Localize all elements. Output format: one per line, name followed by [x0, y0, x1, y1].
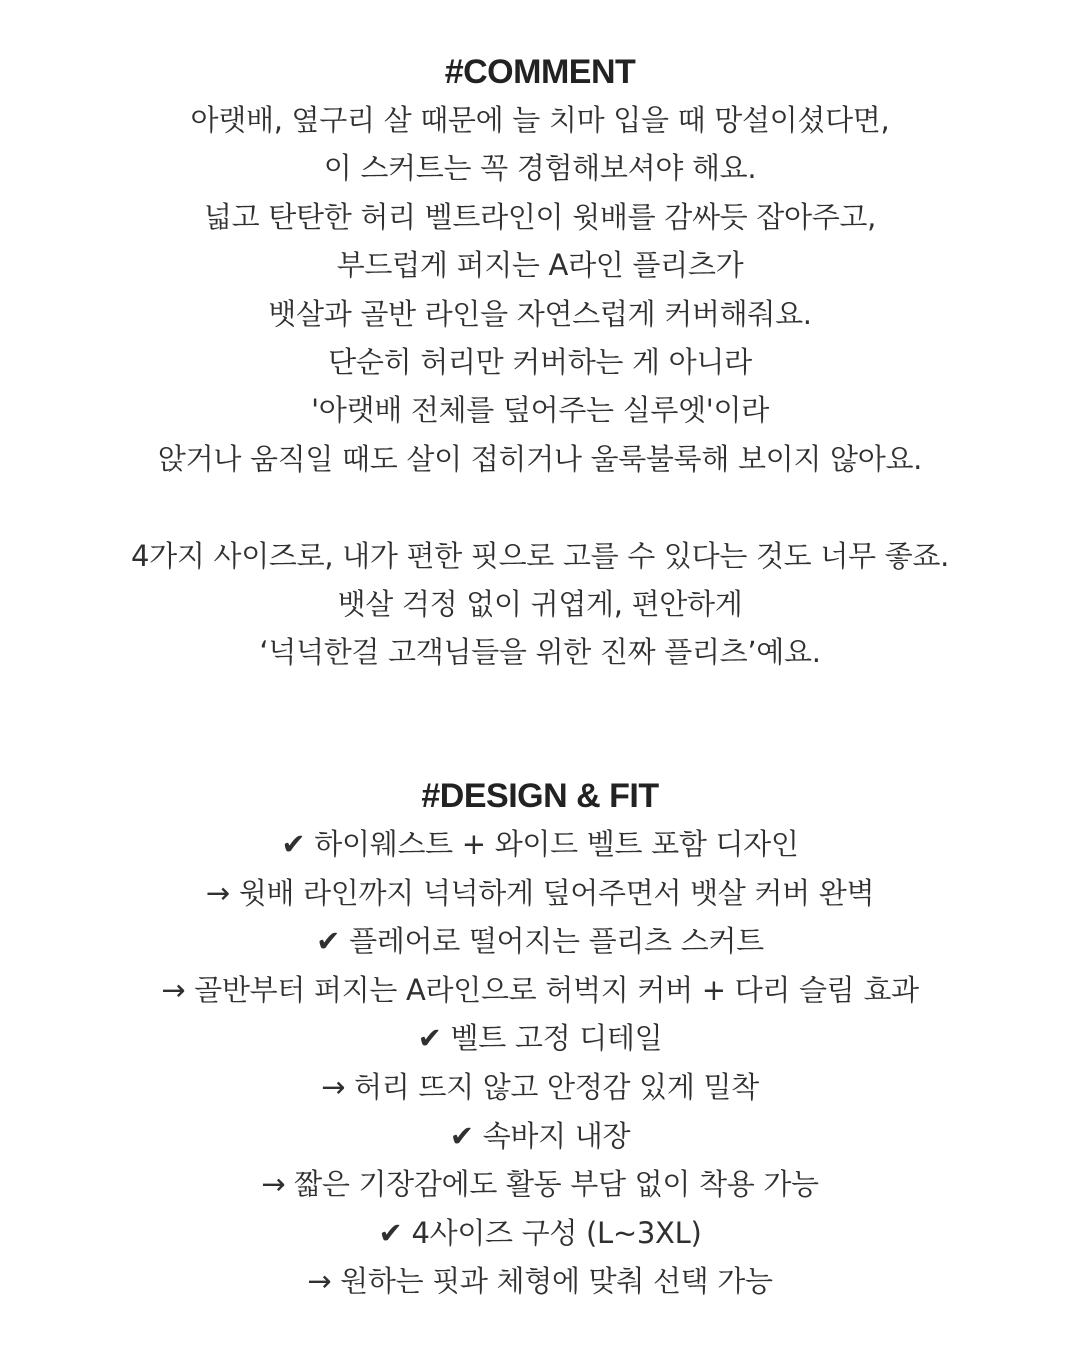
- design-fit-list: [0, 820, 1080, 1306]
- comment-line: 뱃살과 골반 라인을 자연스럽게 커버해줘요.: [268, 296, 812, 331]
- feature-line: ✔ 벨트 고정 디테일: [417, 1021, 663, 1056]
- paragraph-spacer: [0, 483, 1080, 531]
- feature-detail-line: → 윗배 라인까지 넉넉하게 덮어주면서 뱃살 커버 완벽: [205, 875, 875, 910]
- feature-detail-line: → 원하는 핏과 체형에 맞춰 선택 가능: [307, 1264, 773, 1299]
- comment-line: 아랫배, 옆구리 살 때문에 늘 치마 입을 때 망설이셨다면,: [190, 103, 890, 137]
- feature-detail-line: → 허리 뜨지 않고 안정감 있게 밀착: [321, 1069, 759, 1104]
- feature-line: ✔ 속바지 내장: [449, 1118, 631, 1153]
- comment-line: 넓고 탄탄한 허리 벨트라인이 윗배를 감싸듯 잡아주고,: [203, 199, 877, 234]
- comment-paragraph-1: [0, 96, 1080, 483]
- comment-line: 뱃살 걱정 없이 귀엽게, 편안하게: [337, 586, 743, 621]
- design-fit-heading: #DESIGN & FIT: [421, 777, 659, 815]
- design-fit-section: [0, 772, 1080, 1306]
- comment-heading: #COMMENT: [444, 53, 636, 91]
- feature-detail-line: → 골반부터 퍼지는 A라인으로 허벅지 커버 + 다리 슬림 효과: [161, 972, 919, 1007]
- comment-line: 이 스커트는 꼭 경험해보셔야 해요.: [323, 151, 757, 186]
- comment-line: 앉거나 움직일 때도 살이 접히거나 울룩불룩해 보이지 않아요.: [157, 441, 923, 476]
- comment-line: 부드럽게 퍼지는 A라인 플리츠가: [336, 248, 744, 283]
- feature-line: ✔ 하이웨스트 + 와이드 벨트 포함 디자인: [281, 827, 799, 861]
- feature-detail-line: → 짧은 기장감에도 활동 부담 없이 착용 가능: [261, 1167, 819, 1202]
- comment-section: [0, 48, 1080, 677]
- comment-line: ‘넉넉한걸 고객님들을 위한 진짜 플리츠’예요.: [259, 635, 821, 670]
- comment-line: '아랫배 전체를 덮어주는 실루엣'이라: [311, 393, 769, 428]
- comment-paragraph-2: [0, 532, 1080, 677]
- comment-line: 단순히 허리만 커버하는 게 아니라: [328, 344, 752, 379]
- comment-line: 4가지 사이즈로, 내가 편한 핏으로 고를 수 있다는 것도 너무 좋죠.: [130, 538, 950, 573]
- feature-line: ✔ 4사이즈 구성 (L~3XL): [378, 1215, 702, 1250]
- feature-line: ✔ 플레어로 떨어지는 플리츠 스커트: [316, 924, 764, 959]
